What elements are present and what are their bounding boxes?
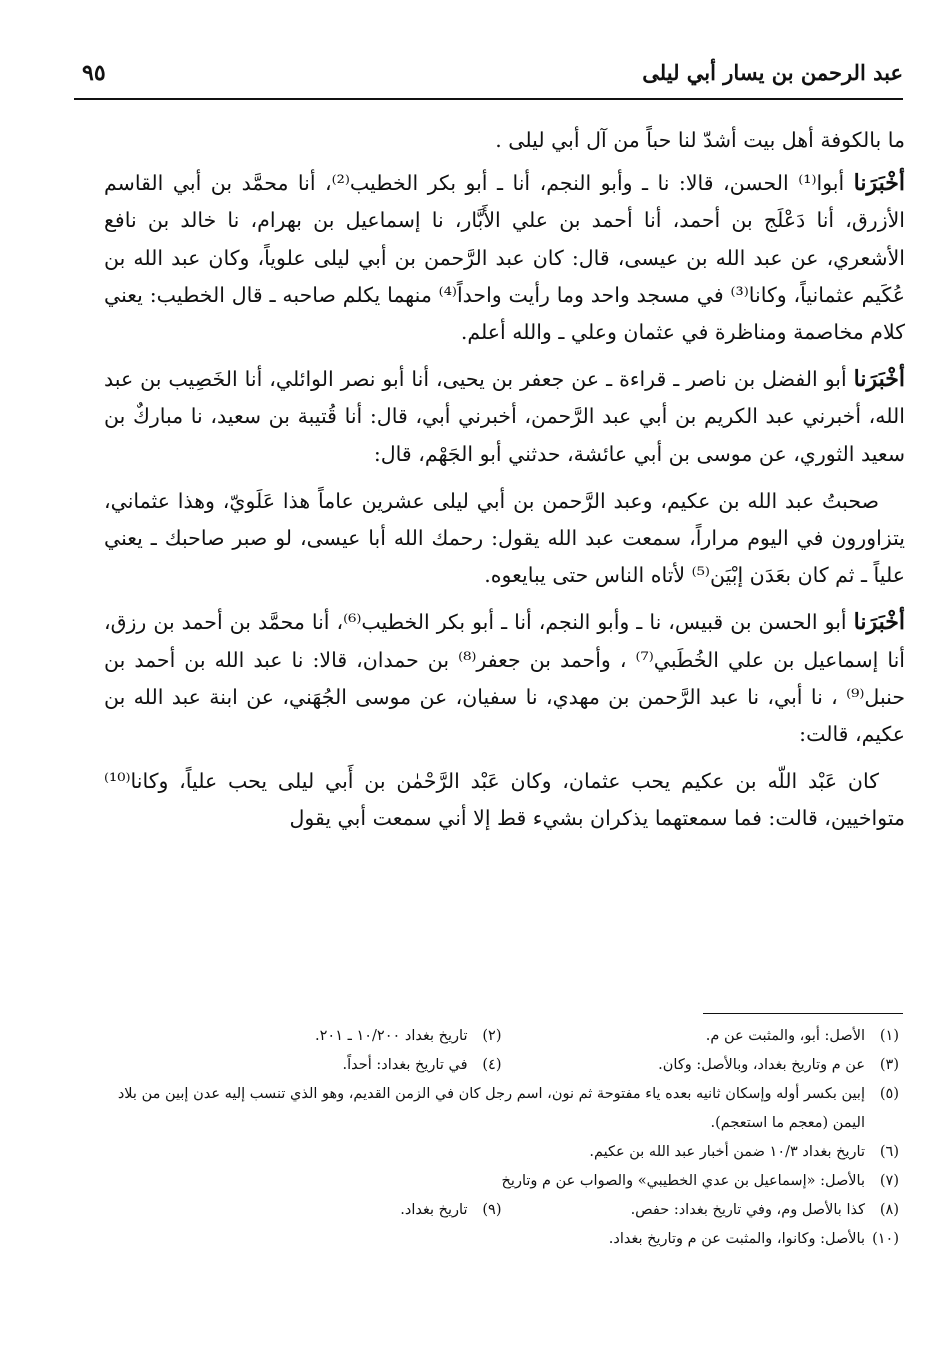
footnote-number: (٦) [879, 1144, 899, 1160]
footnote-number: (٤) [482, 1057, 502, 1073]
footnote-text: في تاريخ بغداد: أحداً. [342, 1057, 468, 1073]
footnote-7 [104, 1167, 899, 1196]
footnote-text: تاريخ بغداد ١٠/٢٠٠ ـ ٢٠١. [315, 1028, 468, 1044]
paragraph-text: أبو الفضل بن ناصر ـ قراءة ـ عن جعفر بن يحيى، أنا أبو نصر الوائلي، أنا الخَصِيب بن عبد الله، أخبرني عبد الكريم بن أبي عبد الرَّحمن، أخبرني أبي، قال: أنا قُتيبة بن سعيد، نا مباركٌ بن سعيد الثوري، عن موسى بن أبي عائشة، حدثني أبو الجَهْم، قال: [104, 367, 905, 466]
footnote-8 [502, 1196, 900, 1225]
paragraph-5 [104, 604, 905, 753]
footnote-number: (٥) [879, 1086, 899, 1102]
paragraph-lead-word: أخْبَرَنا [853, 170, 905, 197]
footnote-6 [104, 1138, 899, 1167]
footnote-text: كذا بالأصل وم، وفي تاريخ بغداد: حفص. [630, 1202, 865, 1218]
footnote-row [104, 1022, 899, 1051]
paragraph-6 [104, 763, 905, 837]
page-header [74, 54, 903, 100]
footnote-1 [502, 1022, 900, 1051]
footnote-number: (١٠) [872, 1231, 899, 1247]
paragraph-lead-word: أخْبَرَنا [853, 366, 905, 393]
footnote-text: إبين بكسر أوله وإسكان ثانيه بعده ياء مفتوحة ثم نون، اسم رجل كان في الزمن القديم، وهو الذي تنسب إليه عدن إبين من بلاد اليمن (معجم ما استعجم). [117, 1086, 865, 1131]
paragraph-3 [104, 361, 905, 473]
paragraph-4 [104, 483, 905, 595]
footnote-number: (٢) [482, 1028, 502, 1044]
paragraph-1 [104, 122, 905, 159]
footnote-text: بالأصل: وكانوا، والمثبت عن م وتاريخ بغداد. [608, 1231, 865, 1247]
page-number: ٩٥ [82, 60, 106, 86]
footnote-5 [104, 1080, 899, 1138]
footnote-number: (٧) [879, 1173, 899, 1189]
paragraph-text: أبو الحسن بن قبيس، نا ـ وأبو النجم، أنا ـ أبو بكر الخطيب⁽⁶⁾، أنا محمَّد بن أحمد بن رزق، أنا إسماعيل بن علي الخُطَبي⁽⁷⁾ ، وأحمد بن جعفر⁽⁸⁾ بن حمدان، قالا: نا عبد الله بن أحمد بن حنبل⁽⁹⁾ ، نا أبي، نا عبد الرَّحمن بن مهدي، نا سفيان، عن موسى الجُهَني، عن ابنة عبد الله بن عكيم، قالت: [104, 610, 905, 747]
paragraph-text: صحبتُ عبد الله بن عكيم، وعبد الرَّحمن بن أبي ليلى عشرين عاماً هذا عَلَويّ، وهذا عثماني، يتزاورون في اليوم مراراً، سمعت عبد الله يقول: رحمك الله أبا عيسى، لو صبر صاحبك ـ يعني علياً ـ ثم كان بعَدَن إبْيَن⁽⁵⁾ لأتاه الناس حتى يبايعوه. [104, 488, 905, 588]
main-text [104, 122, 905, 848]
footnote-number: (٩) [482, 1202, 502, 1218]
footnote-text: عن م وتاريخ بغداد، وبالأصل: وكان. [658, 1057, 865, 1073]
footnote-row [104, 1051, 899, 1080]
footnote-4 [104, 1051, 502, 1080]
footnote-number: (٣) [879, 1057, 899, 1073]
footnote-row [104, 1196, 899, 1225]
paragraph-text: ما بالكوفة أهل بيت أشدّ لنا حباً من آل أبي ليلى . [495, 128, 905, 152]
paragraph-text: كان عَبْد اللّه بن عكيم يحب عثمان، وكان عَبْد الرَّحْمٰن بن أَبي ليلى يحب علياً، وكانا⁽¹⁰⁾ متواخيين، قالت: فما سمعتهما يذكران بشيء قط إلا أني سمعت أبي يقول [104, 769, 905, 831]
running-title: عبد الرحمن بن يسار أبي ليلى [642, 60, 903, 85]
footnote-number: (٨) [879, 1202, 899, 1218]
footnote-10 [104, 1225, 899, 1254]
paragraph-lead-word: أخْبَرَنا [853, 609, 905, 636]
footnote-divider [703, 1013, 903, 1014]
footnote-3 [502, 1051, 900, 1080]
footnote-9 [104, 1196, 502, 1225]
paragraph-text: أبوا⁽¹⁾ الحسن، قالا: نا ـ وأبو النجم، أنا ـ أبو بكر الخطيب⁽²⁾، أنا محمَّد بن أبي القاسم الأزرق، أنا دَعْلَج بن أحمد، أنا أحمد بن علي الأَبَّار، نا إسماعيل بن بهرام، نا خالد بن نافع الأشعري، عن عبد الله بن عيسى، قال: كان عبد الرَّحمن بن أبي ليلى علوياً، وكان عبد الله بن عُكَيم عثمانياً، وكانا⁽³⁾ في مسجد واحد وما رأيت واحداً⁽⁴⁾ منهما يكلم صاحبه ـ قال الخطيب: يعني كلام مخاصمة ومناظرة في عثمان وعلي ـ والله أعلم. [104, 171, 905, 345]
footnote-text: بالأصل: «إسماعيل بن عدي الخطيبي» والصواب عن م وتاريخ [501, 1173, 865, 1189]
footnote-text: الأصل: أبو، والمثبت عن م. [705, 1028, 865, 1044]
footnote-text: تاريخ بغداد ١٠/٣ ضمن أخبار عبد الله بن عكيم. [589, 1144, 865, 1160]
footnote-number: (١) [879, 1028, 899, 1044]
paragraph-2 [104, 165, 905, 351]
footnotes [104, 1022, 899, 1254]
footnote-text: تاريخ بغداد. [400, 1202, 468, 1218]
footnote-2 [104, 1022, 502, 1051]
